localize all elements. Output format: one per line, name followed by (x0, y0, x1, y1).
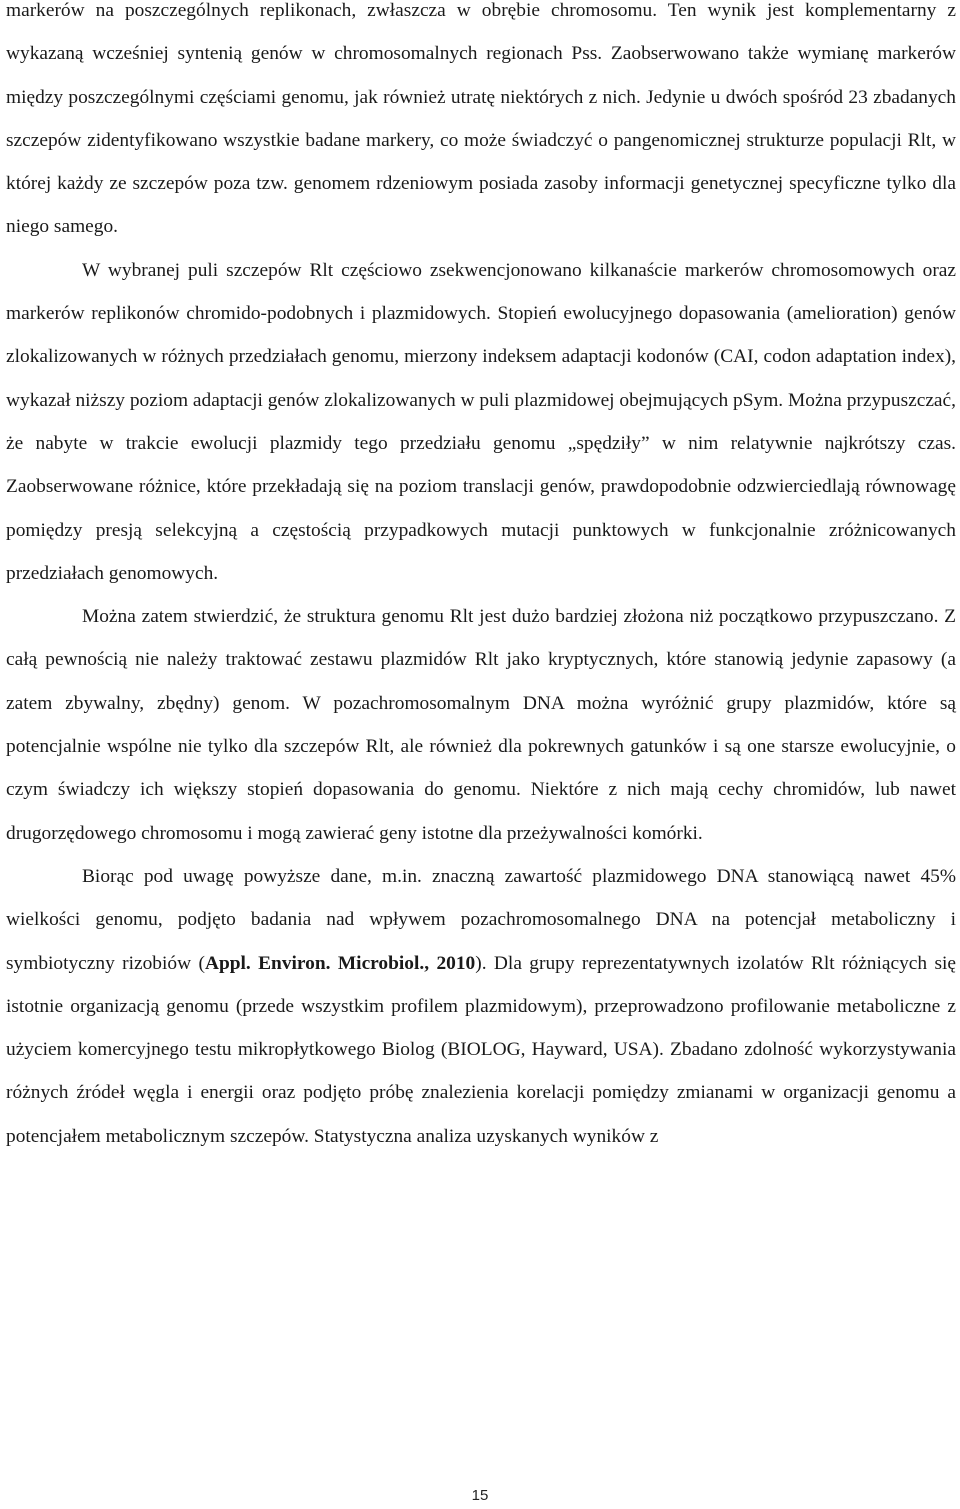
paragraph-4-text-after: ). Dla grupy reprezentatywnych izolatów Rlt różniących się istotnie organizacją genomu (przede wszystkim profilem plazmidowym), przeprowadzono profilowanie metaboliczne z użyciem komercyjnego testu mikropłytkowego Biolog (BIOLOG, Hayward, USA). Zbadano zdolność wykorzystywania różnych źródeł węgla i energii oraz podjęto próbę znalezienia korelacji pomiędzy zmianami w organizacji genomu a potencjałem metabolicznym szczepów. Statystyczna analiza uzyskanych wyników z (6, 952, 957, 1147)
paragraph-4 (6, 855, 956, 1158)
paragraph-4-text-before: Biorąc pod uwagę powyższe dane, m.in. znaczną zawartość plazmidowego DNA stanowiącą nawet 45% wielkości genomu, podjęto badania nad wpływem pozachromosomalnego DNA na potencjał metaboliczny i symbiotyczny rizobiów ( (6, 865, 956, 974)
paragraph-4-citation: Appl. Environ. Microbiol., 2010 (204, 952, 476, 974)
paragraph-1: markerów na poszczególnych replikonach, zwłaszcza w obrębie chromosomu. Ten wynik jest komplementarny z wykazaną wcześniej syntenią genów w chromosomalnych regionach Pss. Zaobserwowano także wymianę markerów między poszczególnymi częściami genomu, jak również utratę niektórych z nich. Jedynie u dwóch spośród 23 zbadanych szczepów zidentyfikowano wszystkie badane markery, co może świadczyć o pangenomicznej strukturze populacji Rlt, w której każdy ze szczepów poza tzw. genomem rdzeniowym posiada zasoby informacji genetycznej specyficzne tylko dla niego samego. (6, 0, 956, 238)
page-number: 15 (471, 1487, 489, 1504)
paragraph-2: W wybranej puli szczepów Rlt częściowo zsekwencjonowano kilkanaście markerów chromosomowych oraz markerów replikonów chromido-podobnych i plazmidowych. Stopień ewolucyjnego dopasowania (amelioration) genów zlokalizowanych w różnych przedziałach genomu, mierzony indeksem adaptacji kodonów (CAI, codon adaptation index), wykazał niższy poziom adaptacji genów zlokalizowanych w puli plazmidowej obejmujących pSym. Można przypuszczać, że nabyte w trakcie ewolucji plazmidy tego przedziału genomu „spędziły” w nim relatywnie najkrótszy czas. Zaobserwowane różnice, które przekładają się na poziom translacji genów, prawdopodobnie odzwierciedlają równowagę pomiędzy presją selekcyjną a częstością przypadkowych mutacji punktowych w funkcjonalnie zróżnicowanych przedziałach genomowych. (6, 259, 956, 584)
body-text (6, 0, 956, 1158)
paragraph-3: Można zatem stwierdzić, że struktura genomu Rlt jest dużo bardziej złożona niż początkowo przypuszczano. Z całą pewnością nie należy traktować zestawu plazmidów Rlt jako kryptycznych, które stanowią jedynie zapasowy (a zatem zbywalny, zbędny) genom. W pozachromosomalnym DNA można wyróżnić grupy plazmidów, które są potencjalnie wspólne nie tylko dla szczepów Rlt, ale również dla pokrewnych gatunków i są one starsze ewolucyjnie, o czym świadczy ich większy stopień dopasowania do genomu. Niektóre z nich mają cechy chromidów, lub nawet drugorzędowego chromosomu i mogą zawierać geny istotne dla przeżywalności komórki. (6, 606, 956, 844)
